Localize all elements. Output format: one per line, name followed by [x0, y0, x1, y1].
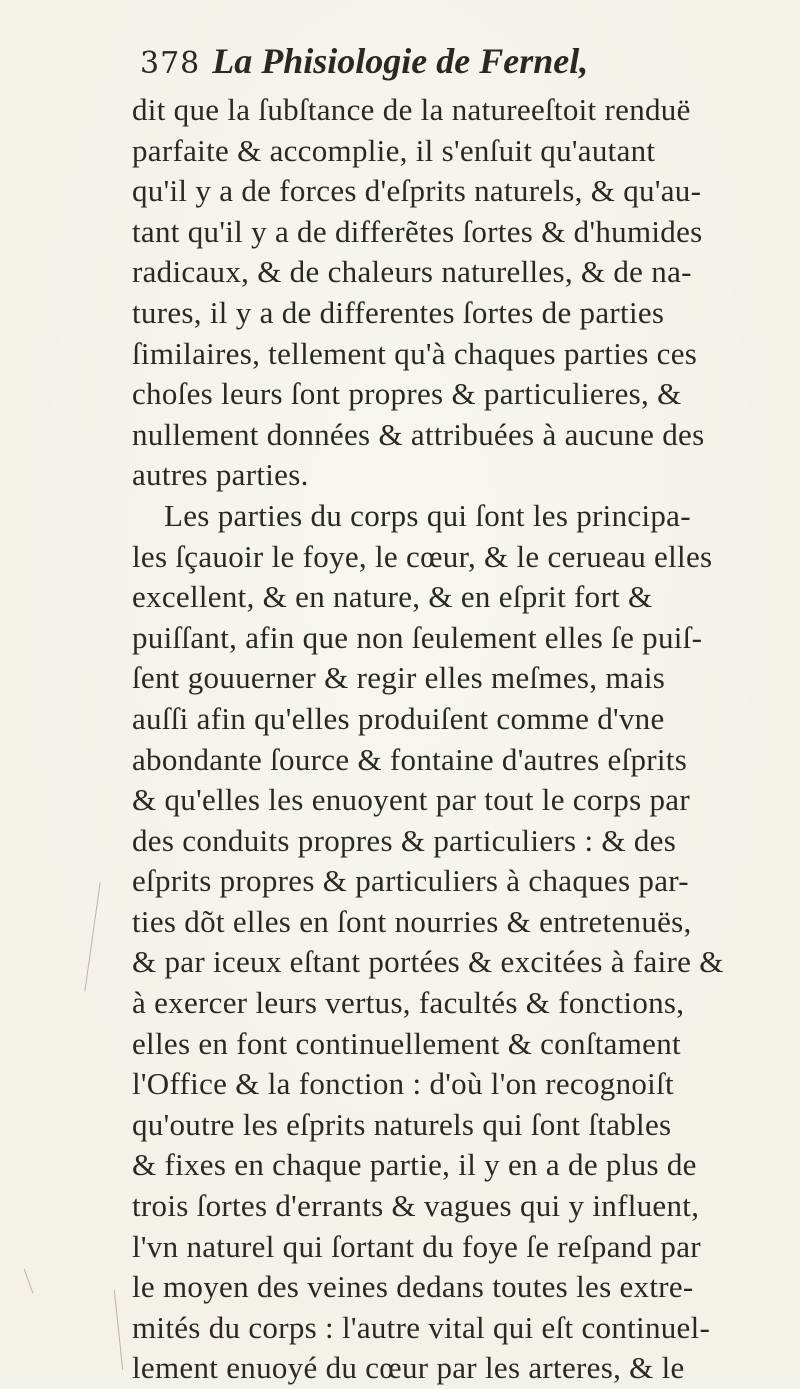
text-line: & qu'elles les enuoyent par tout le corps par: [132, 782, 690, 818]
text-line: excellent, & en nature, & en eſprit fort &: [132, 579, 653, 615]
text-line: le moyen des veines dedans toutes les extre-: [132, 1269, 694, 1305]
text-line: l'vn naturel qui ſortant du foye ſe reſpand par: [132, 1228, 701, 1264]
margin-scratch: [24, 1269, 34, 1294]
text-line: ſent gouuerner & regir elles meſmes, mais: [132, 660, 666, 696]
text-line: & par iceux eſtant portées & excitées à faire &: [132, 944, 724, 980]
text-line: lement enuoyé du cœur par les arteres, & le: [132, 1350, 685, 1386]
text-line: dit que la ſubſtance de la natureeſtoit renduë: [132, 92, 691, 127]
text-line: radicaux, & de chaleurs naturelles, & de na-: [132, 254, 692, 290]
text-line: qu'il y a de forces d'eſprits naturels, & qu'au-: [132, 173, 702, 209]
text-line: tures, il y a de differentes ſortes de parties: [132, 294, 665, 330]
text-line: elles en font continuellement & conſtament: [132, 1025, 681, 1061]
running-title: La Phisiologie de Fernel,: [212, 41, 589, 81]
text-line: ſimilaires, tellement qu'à chaques parties ces: [132, 335, 698, 371]
margin-scratch: [84, 882, 100, 991]
text-line: tant qu'il y a de differẽtes ſortes & d'humides: [132, 213, 703, 249]
text-line: mités du corps : l'autre vital qui eſt continuel-: [132, 1309, 711, 1345]
body-text: [132, 90, 772, 1389]
text-line: trois ſortes d'errants & vagues qui y influent,: [132, 1188, 700, 1224]
running-header: [140, 40, 660, 96]
text-line: & fixes en chaque partie, il y en a de plus de: [132, 1147, 697, 1183]
text-line: ties dõt elles en ſont nourries & entretenuës,: [132, 903, 692, 939]
text-line: eſprits propres & particuliers à chaques par-: [132, 863, 689, 899]
text-line: l'Office & la fonction : d'où l'on recognoiſt: [132, 1066, 674, 1102]
text-line: des conduits propres & particuliers : & des: [132, 822, 677, 858]
text-line: nullement données & attribuées à aucune des: [132, 416, 705, 452]
text-line: qu'outre les eſprits naturels qui ſont ſtables: [132, 1106, 672, 1142]
margin-scratch: [114, 1290, 123, 1370]
text-line: à exercer leurs vertus, facultés & fonctions,: [132, 985, 685, 1021]
text-line: auſſi afin qu'elles produiſent comme d'vne: [132, 700, 665, 736]
text-line: autres parties.: [132, 457, 309, 493]
text-line: abondante ſource & fontaine d'autres eſprits: [132, 741, 688, 777]
text-line: puiſſant, afin que non ſeulement elles ſe puiſ-: [132, 619, 703, 655]
text-line: les ſçauoir le foye, le cœur, & le cerueau elles: [132, 538, 713, 574]
text-line: choſes leurs ſont propres & particulieres, &: [132, 376, 682, 412]
page-number: 378: [140, 46, 201, 81]
text-line: parfaite & accomplie, il s'enſuit qu'autant: [132, 132, 656, 168]
text-line: Les parties du corps qui ſont les principa-: [164, 497, 691, 533]
